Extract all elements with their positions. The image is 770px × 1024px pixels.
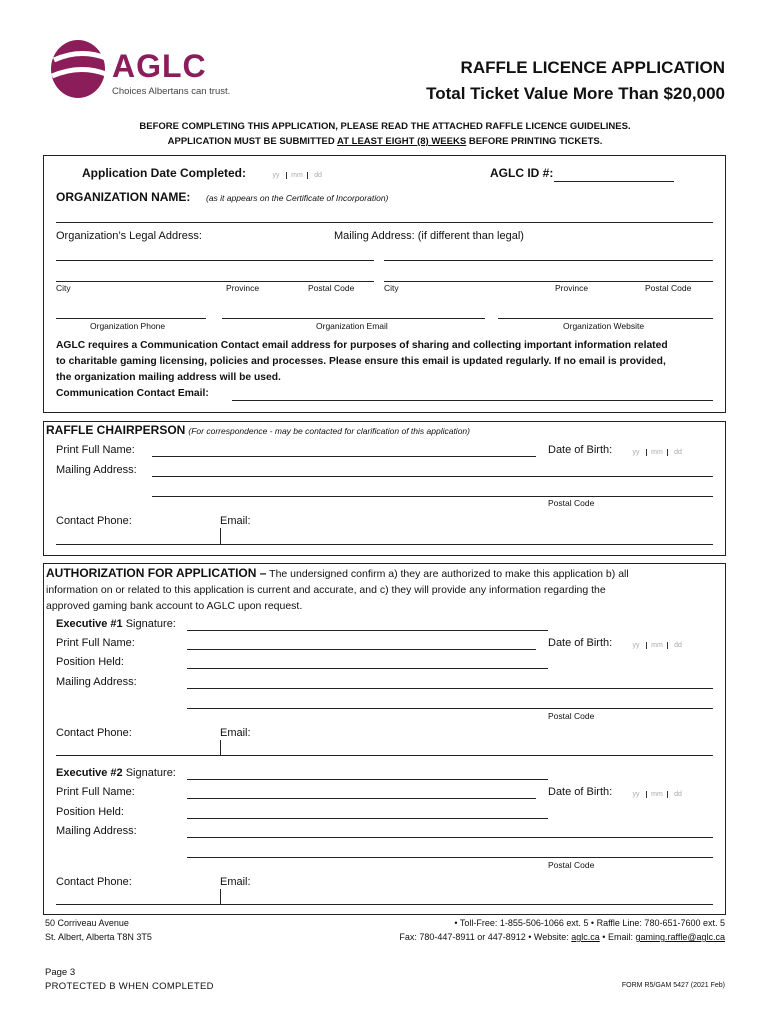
auth-text-1: The undersigned confirm a) they are authorized to make this application b) all — [266, 568, 629, 580]
logo-globe-icon — [50, 38, 108, 100]
protected-label: PROTECTED B WHEN COMPLETED — [45, 981, 214, 992]
exec1-dob-label: Date of Birth: — [548, 637, 613, 649]
exec2-email-label: Email: — [220, 876, 251, 888]
notice-line-2 — [0, 136, 770, 147]
date-mm: mm — [287, 172, 308, 179]
exec1-dob-field[interactable] — [626, 642, 688, 649]
exec2-postal-label: Postal Code — [548, 860, 595, 870]
mailing-postal-label: Postal Code — [645, 283, 692, 293]
date-dd: dd — [314, 172, 322, 179]
exec2-dob-label: Date of Birth: — [548, 786, 613, 798]
exec2-mail-label: Mailing Address: — [56, 825, 137, 837]
date-yy: yy — [626, 449, 647, 456]
org-name-field[interactable] — [56, 222, 713, 223]
exec1-signature-label: Signature: — [125, 618, 176, 630]
notice-line-2-post: BEFORE PRINTING TICKETS. — [466, 136, 603, 147]
chair-mail-field-2[interactable] — [152, 496, 713, 497]
notice-line-2-pre: APPLICATION MUST BE SUBMITTED — [167, 136, 338, 147]
chair-postal-label: Postal Code — [548, 498, 595, 508]
footer-address-2: St. Albert, Alberta T8N 3T5 — [45, 932, 152, 942]
footer-contact-1: • Toll-Free: 1-855-506-1066 ext. 5 • Raffle Line: 780-651-7600 ext. 5 — [454, 918, 725, 928]
org-email-label: Organization Email — [316, 321, 388, 331]
footer-contact-2 — [399, 932, 725, 942]
auth-text-2: information on or related to this application is current and accurate, and c) they will provide any information regarding the — [46, 584, 606, 596]
date-dd: dd — [674, 642, 682, 649]
comm-text-2: to charitable gaming licensing, policies and processes. Please ensure this email is updated regularly. If no email is provided, — [56, 356, 666, 367]
exec2-divider — [220, 889, 221, 905]
footer-fax: Fax: 780-447-8911 or 447-8912 • Website: — [399, 932, 572, 942]
chair-mail-label: Mailing Address: — [56, 464, 137, 476]
exec1-signature-field[interactable] — [187, 630, 548, 631]
form-id: FORM R5/GAM 5427 (2021 Feb) — [621, 982, 725, 989]
form-subtitle: Total Ticket Value More Than $20,000 — [426, 84, 725, 103]
comm-text-3: the organization mailing address will be used. — [56, 372, 281, 383]
chair-name-label: Print Full Name: — [56, 444, 135, 456]
chair-phone-email-field[interactable] — [56, 544, 713, 545]
logo-wordmark: AGLC — [112, 48, 207, 84]
mailing-city-label: City — [384, 283, 399, 293]
exec2-mail-field-2[interactable] — [187, 857, 713, 858]
legal-city-label: City — [56, 283, 71, 293]
chair-mail-field-1[interactable] — [152, 476, 713, 477]
date-dd: dd — [674, 449, 682, 456]
page-number: Page 3 — [45, 967, 76, 978]
auth-heading: AUTHORIZATION FOR APPLICATION – — [46, 566, 267, 580]
exec1-mail-label: Mailing Address: — [56, 676, 137, 688]
exec2-name-field[interactable] — [187, 798, 536, 799]
date-mm: mm — [647, 642, 668, 649]
date-yy: yy — [626, 791, 647, 798]
exec1-position-label: Position Held: — [56, 656, 124, 668]
exec2-signature-row — [56, 767, 176, 779]
auth-text-3: approved gaming bank account to AGLC upon request. — [46, 600, 303, 612]
exec1-name-label: Print Full Name: — [56, 637, 135, 649]
date-dd: dd — [674, 791, 682, 798]
comm-email-label: Communication Contact Email: — [56, 388, 209, 399]
form-title: RAFFLE LICENCE APPLICATION — [460, 58, 725, 77]
legal-address-label: Organization’s Legal Address: — [56, 230, 202, 242]
date-yy: yy — [266, 172, 287, 179]
comm-email-field[interactable] — [232, 400, 713, 401]
exec2-signature-label: Signature: — [125, 767, 176, 779]
chairperson-section — [43, 421, 726, 556]
org-website-label: Organization Website — [563, 321, 645, 331]
mailing-province-label: Province — [555, 283, 589, 293]
exec1-postal-label: Postal Code — [548, 711, 595, 721]
authorization-section — [43, 563, 726, 915]
footer-address-1: 50 Corriveau Avenue — [45, 918, 129, 928]
chair-name-field[interactable] — [152, 456, 536, 457]
footer-website-link[interactable]: aglc.ca — [571, 932, 600, 942]
org-email-field[interactable] — [222, 318, 485, 319]
date-mm: mm — [647, 791, 668, 798]
org-name-note: (as it appears on the Certificate of Incorporation) — [206, 193, 389, 203]
footer-email-link[interactable]: gaming.raffle@aglc.ca — [635, 932, 725, 942]
exec1-name-field[interactable] — [187, 649, 536, 650]
aglc-id-label: AGLC ID #: — [490, 166, 554, 180]
notice-line-1: BEFORE COMPLETING THIS APPLICATION, PLEASE READ THE ATTACHED RAFFLE LICENCE GUIDELINES. — [139, 121, 631, 132]
date-yy: yy — [626, 642, 647, 649]
mailing-address-label: Mailing Address: (if different than legal) — [334, 230, 524, 242]
mailing-address-field-2[interactable] — [384, 281, 713, 282]
legal-province-label: Province — [226, 283, 260, 293]
org-name-label: ORGANIZATION NAME: — [56, 190, 191, 204]
aglc-logo — [50, 38, 240, 100]
footer-email-prefix: • Email: — [599, 932, 636, 942]
mailing-address-field-1[interactable] — [384, 260, 713, 261]
auth-text-1-row — [46, 566, 629, 580]
org-website-field[interactable] — [498, 318, 713, 319]
exec1-position-field[interactable] — [187, 668, 548, 669]
chair-phone-label: Contact Phone: — [56, 515, 132, 527]
chair-note: (For correspondence - may be contacted for clarification of this application) — [188, 426, 470, 436]
date-mm: mm — [647, 449, 668, 456]
exec2-position-field[interactable] — [187, 818, 548, 819]
exec2-signature-field[interactable] — [187, 779, 548, 780]
notice-line-2-underlined: AT LEAST EIGHT (8) WEEKS — [337, 136, 467, 147]
chair-divider — [220, 528, 221, 545]
app-date-label: Application Date Completed: — [82, 166, 247, 180]
exec1-label: Executive #1 — [56, 618, 123, 630]
org-phone-field[interactable] — [56, 318, 206, 319]
exec2-position-label: Position Held: — [56, 806, 124, 818]
exec2-dob-field[interactable] — [626, 791, 688, 798]
org-phone-label: Organization Phone — [90, 321, 166, 331]
exec1-phone-label: Contact Phone: — [56, 727, 132, 739]
exec1-phone-email-field[interactable] — [56, 755, 713, 756]
legal-address-field-1[interactable] — [56, 260, 374, 261]
chair-dob-label: Date of Birth: — [548, 444, 613, 456]
legal-address-field-2[interactable] — [56, 281, 374, 282]
app-date-field[interactable] — [266, 172, 328, 179]
aglc-id-field[interactable] — [554, 181, 674, 182]
exec2-mail-field-1[interactable] — [187, 837, 713, 838]
exec2-phone-email-field[interactable] — [56, 904, 713, 905]
exec2-label: Executive #2 — [56, 767, 123, 779]
chair-dob-field[interactable] — [626, 449, 688, 456]
exec1-mail-field-2[interactable] — [187, 708, 713, 709]
chair-heading-row — [46, 423, 470, 437]
exec2-phone-label: Contact Phone: — [56, 876, 132, 888]
exec1-mail-field-1[interactable] — [187, 688, 713, 689]
comm-text-1: AGLC requires a Communication Contact email address for purposes of sharing and collecting important information related — [56, 340, 668, 351]
logo-tagline: Choices Albertans can trust. — [112, 86, 231, 97]
exec2-name-label: Print Full Name: — [56, 786, 135, 798]
exec1-divider — [220, 740, 221, 756]
exec1-email-label: Email: — [220, 727, 251, 739]
chair-heading: RAFFLE CHAIRPERSON — [46, 423, 186, 437]
chair-email-label: Email: — [220, 515, 251, 527]
legal-postal-label: Postal Code — [308, 283, 355, 293]
exec1-signature-row — [56, 618, 176, 630]
